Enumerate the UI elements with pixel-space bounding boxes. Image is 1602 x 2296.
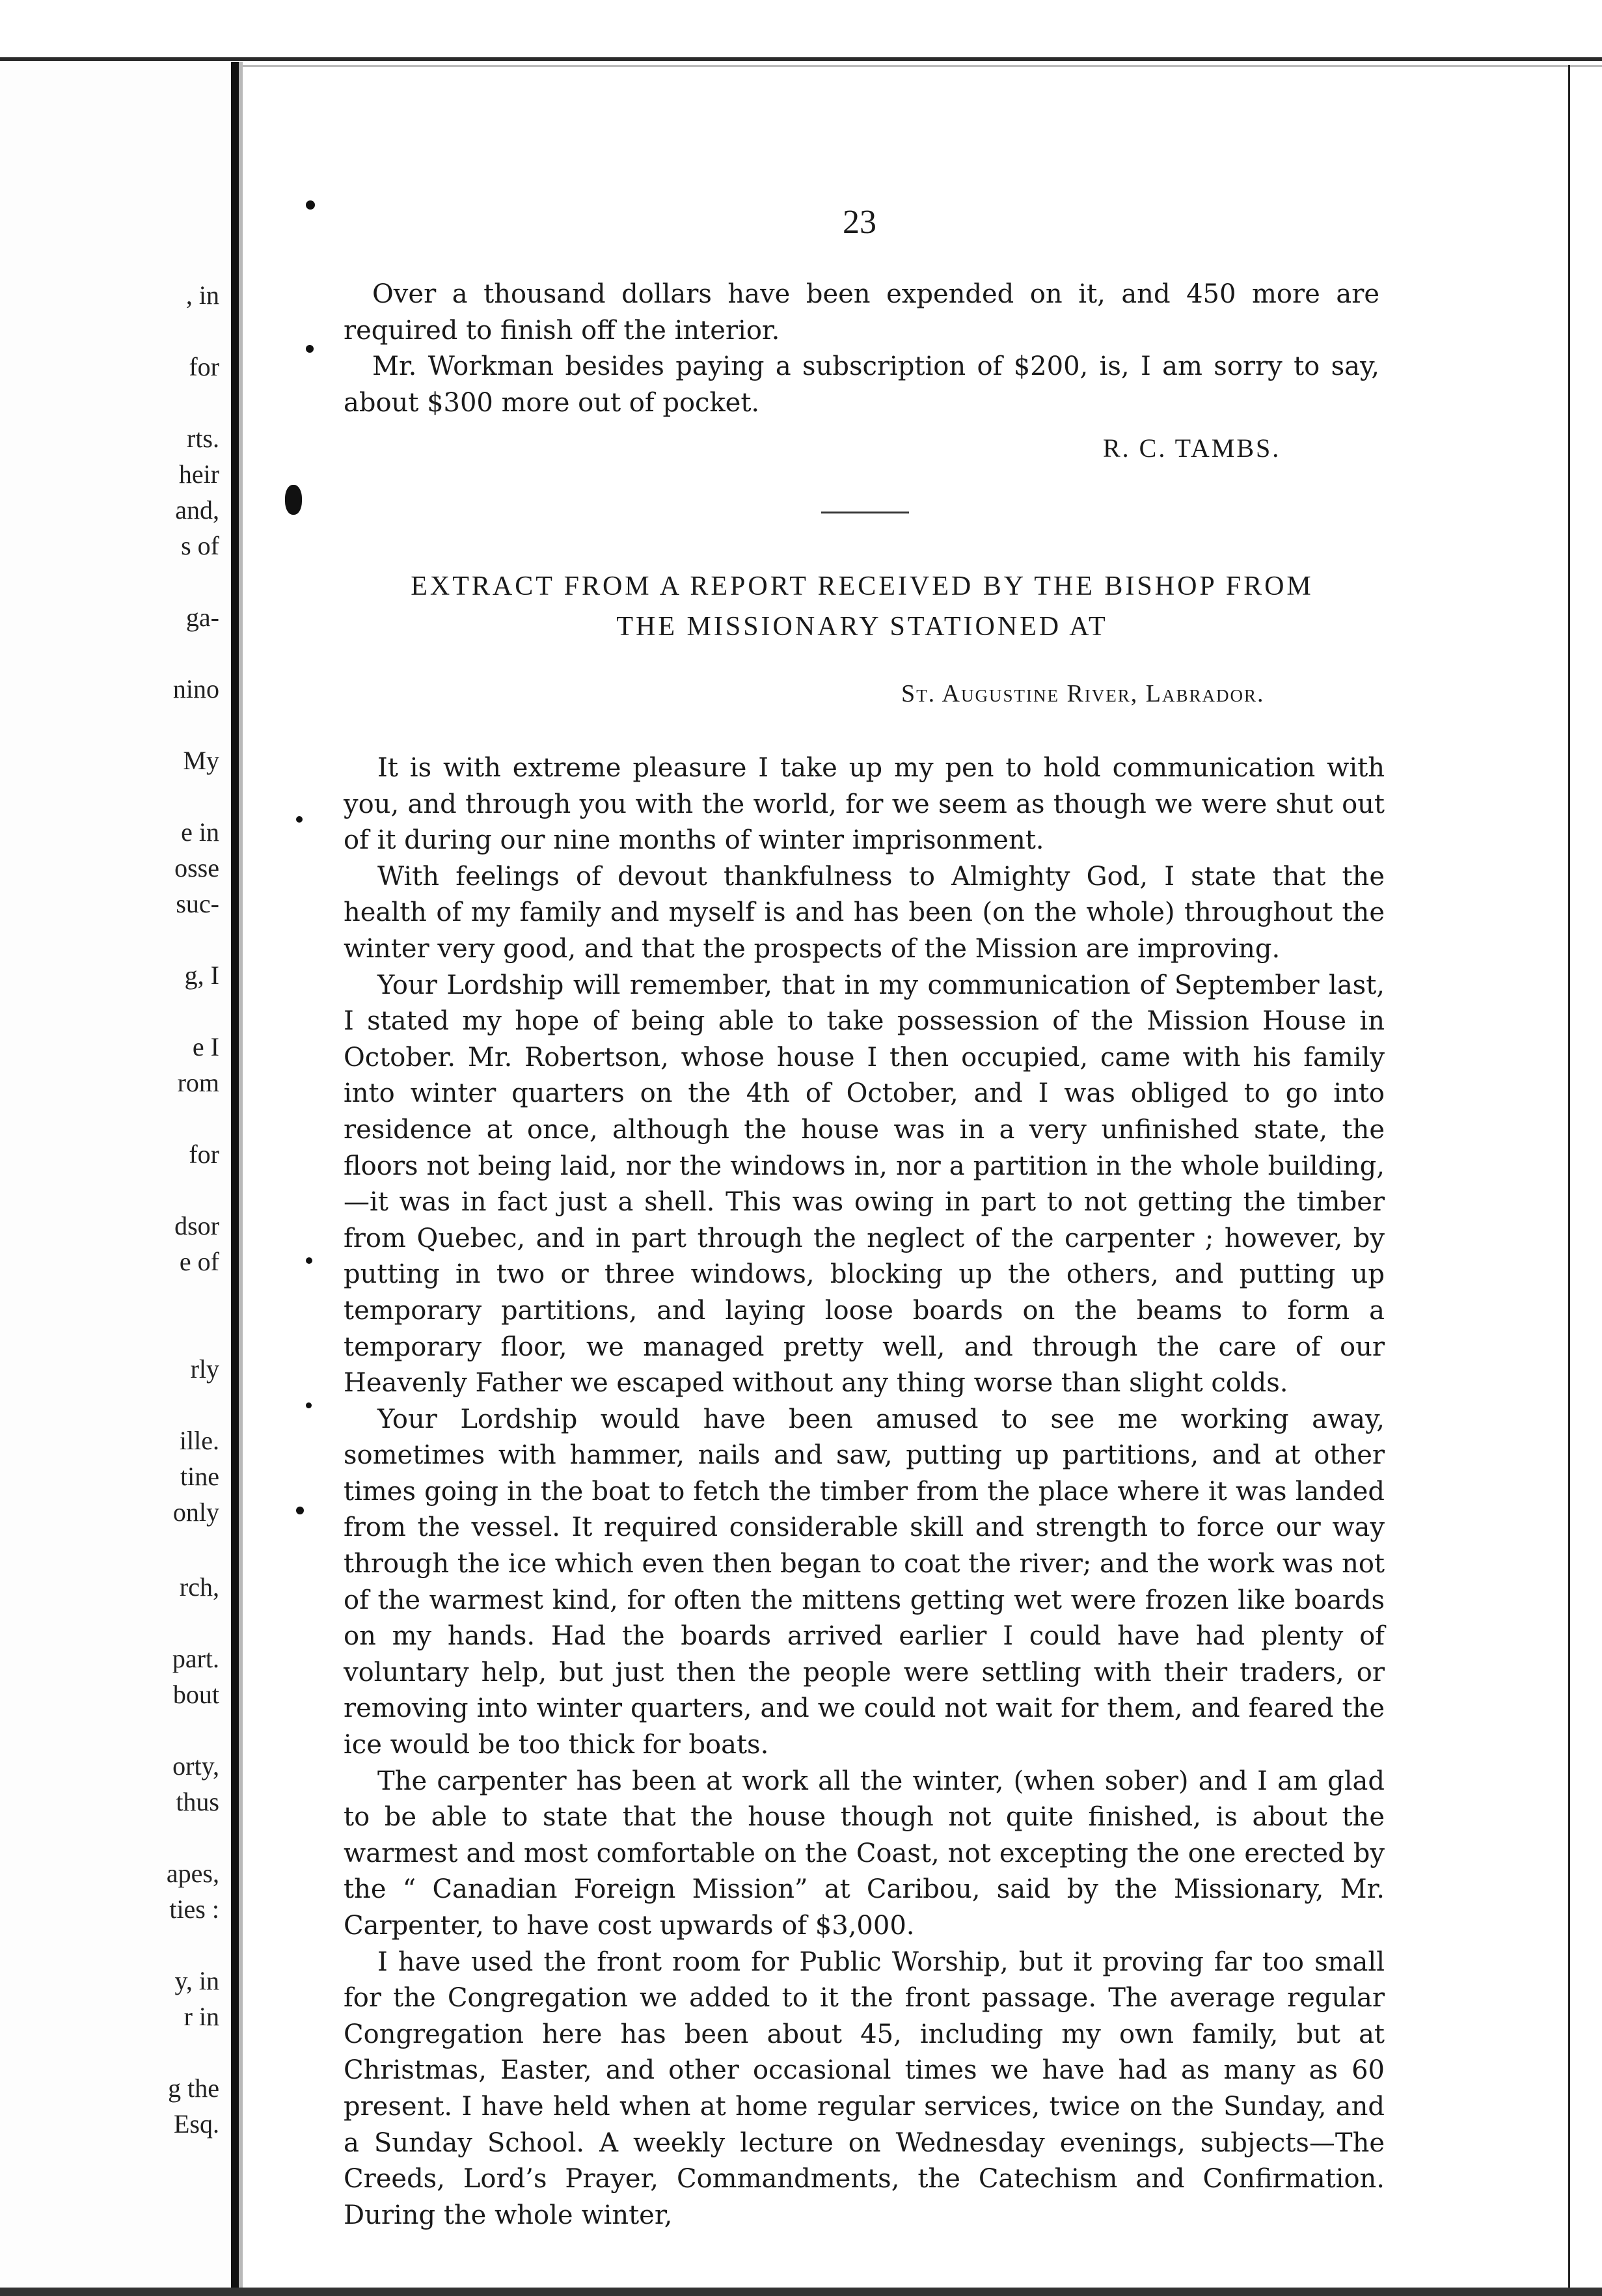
facing-page-fragment: s of [181, 531, 219, 560]
facing-page-fragment: rch, [179, 1572, 219, 1602]
facing-page [0, 62, 231, 2288]
signature: R. C. TAMBS. [1103, 433, 1281, 463]
margin-speck [306, 345, 314, 353]
facing-page-fragment: dsor [174, 1211, 219, 1240]
facing-page-fragment: suc- [176, 889, 219, 918]
facing-page-fragment: nino [172, 674, 219, 704]
facing-page-fragment: Esq. [174, 2109, 219, 2139]
margin-speck [296, 1507, 304, 1514]
facing-page-fragment: e of [179, 1247, 219, 1276]
body-paragraph: The carpenter has been at work all the winter, (when sober) and I am glad to be able to state that the house though not quite finished, is about the warmest and most comfortable on the Coast, not excepting the one erected by the “ Canadian Foreign Mission” at Caribou, said by the Missionary, Mr. Carpenter, to have cost upwards of $3,000. [344, 1766, 1385, 1941]
body-paragraph: Your Lordship would have been amused to see me working away, sometimes with hammer, nails and saw, putting up partitions, and at other times going in the boat to fetch the timber from the place where it was landed from the vessel. It required considerable skill and strength to force our way through the ice which even then began to coat the river; and the work was not of the warmest kind, for often the mittens getting wet were frozen like boards on my hands. Had the boards arrived earlier I could have had plenty of voluntary help, but just then the people were settling with their traders, or removing into winter quarters, and we could not wait for them, and feared the ice would be too thick for boats. [344, 1404, 1385, 1760]
extract-heading [342, 566, 1383, 647]
facing-page-fragment: ties : [169, 1894, 219, 1924]
facing-page-fragment: ille. [179, 1426, 219, 1455]
margin-speck [296, 816, 303, 823]
body-paragraph: It is with extreme pleasure I take up my pen to hold communication with you, and through you with the world, for we seem as though we were shut out of it during our nine months of winter imprisonment. [344, 753, 1385, 856]
facing-page-fragment: bout [172, 1680, 219, 1709]
facing-page-fragment: osse [174, 853, 219, 882]
heading-line: EXTRACT FROM A REPORT RECEIVED BY THE BISHOP FROM [411, 571, 1314, 601]
facing-page-fragment: g, I [184, 961, 219, 990]
facing-page-fragment: My [183, 746, 219, 775]
intro-section [344, 277, 1379, 421]
margin-speck [306, 1402, 312, 1408]
facing-page-fragment: r in [183, 2002, 219, 2031]
facing-page-fragment: ga- [185, 603, 219, 632]
facing-page-fragment: e in [181, 817, 219, 847]
facing-page-fragment: tine [180, 1462, 219, 1491]
facing-page-fragment: y, in [174, 1966, 219, 1995]
facing-page-fragment: for [189, 352, 219, 381]
facing-page-fragment: orty, [172, 1751, 219, 1781]
margin-speck [306, 1257, 312, 1264]
facing-page-fragment: only [172, 1497, 219, 1527]
scan-bottom-edge [0, 2288, 1602, 2296]
report-body [344, 750, 1385, 2234]
intro-paragraph: Over a thousand dollars have been expended on it, and 450 more are required to finish off the interior. [344, 279, 1379, 346]
facing-page-fragment: and, [175, 495, 219, 525]
heading-line: THE MISSIONARY STATIONED AT [616, 612, 1108, 642]
dateline-location: St. Augustine River, Labrador. [901, 680, 1265, 707]
body-paragraph: Your Lordship will remember, that in my communication of September last, I stated my hope of being able to take possession of the Mission House in October. Mr. Robertson, whose house I then occupied, came with his family into winter quarters on the 4th of October, and I was obliged to go into residence at once, although the house was in a very unfinished state, the floors not being laid, nor the windows in, nor a partition in the whole building,—it was in fact just a shell. This was owing in part to not getting the timber from Quebec, and in part through the neglect of the carpenter ; however, by putting in two or three windows, blocking up the others, and putting up temporary partitions, and laying loose boards on the beams to form a temporary floor, we managed pretty well, and through the care of our Heavenly Father we escaped without any thing worse than slight colds. [344, 970, 1385, 1399]
intro-paragraph: Mr. Workman besides paying a subscription of $200, is, I am sorry to say, about $300 more out of pocket. [344, 351, 1379, 418]
facing-page-fragment: thus [176, 1787, 219, 1816]
body-paragraph: With feelings of devout thankfulness to Almighty God, I state that the health of my family and myself is and has been (on the whole) throughout the winter very good, and that the prospects of the Mission are improving. [344, 861, 1385, 964]
facing-page-fragment: e I [192, 1032, 219, 1061]
margin-speck [306, 200, 315, 210]
facing-page-fragment: , in [185, 280, 219, 310]
facing-page-fragment: rom [177, 1068, 219, 1097]
section-divider [821, 512, 909, 513]
facing-page-fragment: for [189, 1140, 219, 1169]
book-gutter [231, 62, 239, 2288]
facing-page-fragment: rly [190, 1354, 219, 1384]
page-number: 23 [843, 204, 876, 241]
facing-page-fragment: rts. [187, 424, 219, 453]
facing-page-fragment: heir [178, 459, 219, 489]
body-paragraph: I have used the front room for Public Worship, but it proving far too small for the Congregation we added to it the front passage. The average regular Congregation here has been about 45, including my own family, but at Christmas, Easter, and other occasional times we have had as many as 60 present. I have held when at home regular services, twice on the Sunday, and a Sunday School. A weekly lecture on Wednesday evenings, subjects—The Creeds, Lord’s Prayer, Commandments, the Catechism and Confirmation. During the whole winter, [344, 1947, 1385, 2230]
scan-right-edge [1568, 65, 1570, 2291]
margin-blot [285, 485, 302, 515]
facing-page-fragment: part. [172, 1644, 219, 1673]
book-gutter-shadow [239, 62, 243, 2288]
facing-page-fragment: apes, [166, 1859, 219, 1888]
scan-top-edge [0, 57, 1602, 61]
facing-page-fragment: g the [168, 2073, 219, 2103]
